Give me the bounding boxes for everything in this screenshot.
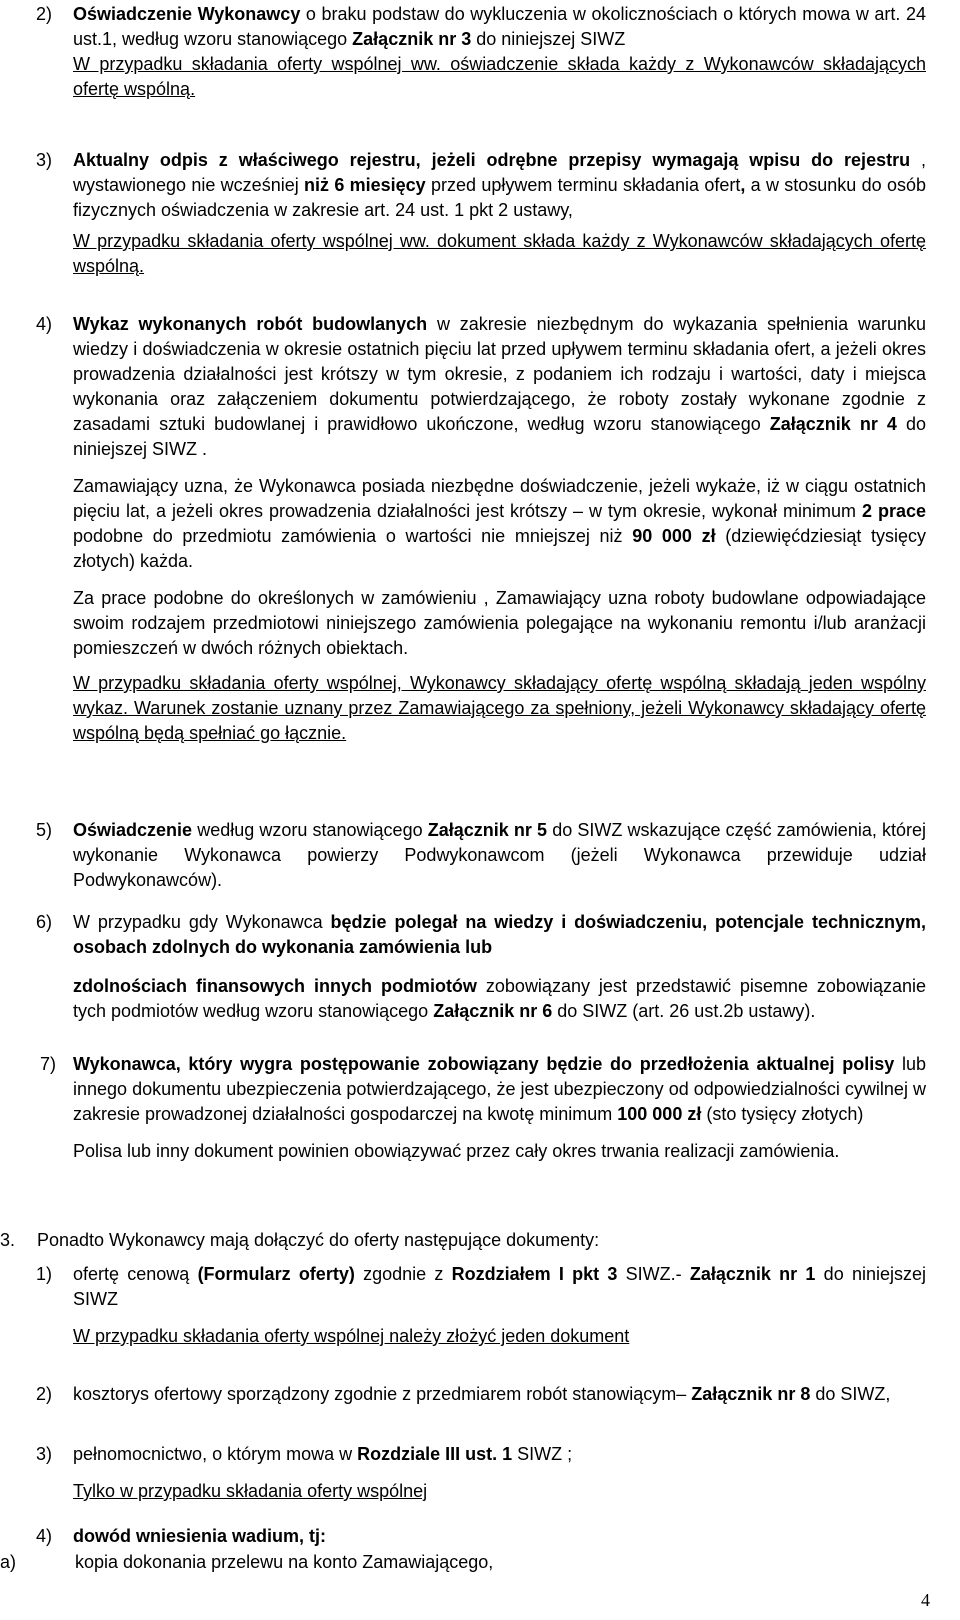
list-item-doc-1 bbox=[36, 1262, 926, 1349]
list-item-doc-4 bbox=[36, 1524, 926, 1549]
list-item-doc-a bbox=[0, 1550, 926, 1575]
paragraph: ofertę cenową (Formularz oferty) zgodnie z Rozdziałem I pkt 3 SIWZ.- Załącznik nr 1 do niniejszej SIWZ bbox=[73, 1264, 926, 1309]
item-number: 3) bbox=[36, 150, 53, 170]
list-item-6 bbox=[36, 910, 926, 1024]
paragraph: dowód wniesienia wadium, tj: bbox=[73, 1526, 327, 1546]
underlined-note: W przypadku składania oferty wspólnej, Wykonawcy składający ofertę wspólną składają jeden wspólny wykaz. Warunek zostanie uznany przez Zamawiającego za spełniony, jeżeli Wykonawcy składający ofertę wspólną będą spełniać go łącznie. bbox=[73, 673, 926, 743]
list-item-2 bbox=[36, 2, 926, 102]
list-item-7 bbox=[36, 1052, 926, 1164]
item-number: 5) bbox=[36, 820, 53, 840]
underlined-note: W przypadku składania oferty wspólnej należy złożyć jeden dokument bbox=[73, 1326, 630, 1346]
item-number: 1) bbox=[36, 1264, 53, 1284]
paragraph: Za prace podobne do określonych w zamówieniu , Zamawiający uzna roboty budowlane odpowiadające swoim rodzajem przedmiotowi niniejszego zamówienia polegające na wykonaniu remontu i/lub aranżacji pomieszczeń w dwóch różnych obiektach. bbox=[73, 588, 926, 658]
list-item-4 bbox=[36, 312, 926, 746]
paragraph: Ponadto Wykonawcy mają dołączyć do oferty następujące dokumenty: bbox=[37, 1230, 600, 1250]
paragraph: kopia dokonania przelewu na konto Zamawiającego, bbox=[75, 1552, 494, 1572]
paragraph: Zamawiający uzna, że Wykonawca posiada niezbędne doświadczenie, jeżeli wykaże, iż w ciągu ostatnich pięciu lat, a jeżeli okres prowadzenia działalności jest krótszy – w tym okresie, wykonał minimum 2 prace podobne do przedmiotu zamówienia o wartości nie mniejszej niż 90 000 zł (dziewięćdziesiąt tysięcy złotych) każda. bbox=[73, 476, 926, 571]
paragraph: Oświadczenie według wzoru stanowiącego Załącznik nr 5 do SIWZ wskazujące część zamówienia, której wykonanie Wykonawca powierzy Podwykonawcom (jeżeli Wykonawca przewiduje udział Podwykonawców). bbox=[73, 820, 926, 890]
underlined-note: W przypadku składania oferty wspólnej ww. dokument składa każdy z Wykonawców składających ofertę wspólną. bbox=[73, 231, 926, 276]
paragraph: kosztorys ofertowy sporządzony zgodnie z przedmiarem robót stanowiącym– Załącznik nr 8 do SIWZ, bbox=[73, 1384, 891, 1404]
item-number: 4) bbox=[36, 1526, 53, 1546]
list-item-doc-2 bbox=[36, 1382, 926, 1407]
underlined-note: Tylko w przypadku składania oferty wspólnej bbox=[73, 1481, 428, 1501]
section-3 bbox=[0, 1228, 926, 1253]
item-number: 4) bbox=[36, 314, 53, 334]
item-number: 7) bbox=[40, 1054, 57, 1074]
section-number: 3. bbox=[0, 1230, 16, 1250]
item-number: 2) bbox=[36, 1384, 53, 1404]
item-number: 6) bbox=[36, 912, 53, 932]
paragraph: Wykaz wykonanych robót budowlanych w zakresie niezbędnym do wykazania spełnienia warunku wiedzy i doświadczenia w okresie ostatnich pięciu lat przed upływem terminu składania ofert, a jeżeli okres prowadzenia działalności jest krótszy w tym okresie, z podaniem ich rodzaju i wartości, daty i miejsca wykonania oraz załączeniem dokumentu potwierdzającego, że roboty zostały wykonane zgodnie z zasadami sztuki budowlanej i prawidłowo ukończone, według wzoru stanowiącego Załącznik nr 4 do niniejszej SIWZ . bbox=[73, 314, 927, 459]
page-number: 4 bbox=[921, 1590, 930, 1610]
paragraph: pełnomocnictwo, o którym mowa w Rozdziale III ust. 1 SIWZ ; bbox=[73, 1444, 573, 1464]
item-number: 2) bbox=[36, 4, 53, 24]
paragraph: Aktualny odpis z właściwego rejestru, jeżeli odrębne przepisy wymagają wpisu do rejestru , wystawionego nie wcześniej niż 6 miesięcy przed upływem terminu składania ofert, a w stosunku do osób fizycznych oświadczenia w zakresie art. 24 ust. 1 pkt 2 ustawy, bbox=[73, 150, 926, 220]
paragraph: W przypadku gdy Wykonawca będzie polegał na wiedzy i doświadczeniu, potencjale technicznym, osobach zdolnych do wykonania zamówienia lub bbox=[73, 912, 926, 957]
paragraph: Oświadczenie Wykonawcy o braku podstaw do wykluczenia w okolicznościach o których mowa w art. 24 ust.1, według wzoru stanowiącego Załącznik nr 3 do niniejszej SIWZ bbox=[73, 4, 926, 49]
paragraph: Polisa lub inny dokument powinien obowiązywać przez cały okres trwania realizacji zamówienia. bbox=[73, 1141, 840, 1161]
underlined-note: W przypadku składania oferty wspólnej ww. oświadczenie składa każdy z Wykonawców składających ofertę wspólną. bbox=[73, 54, 926, 99]
paragraph: Wykonawca, który wygra postępowanie zobowiązany będzie do przedłożenia aktualnej polisy lub innego dokumentu ubezpieczenia potwierdzającego, że jest ubezpieczony od odpowiedzialności cywilnej w zakresie prowadzonej działalności gospodarczej na kwotę minimum 100 000 zł (sto tysięcy złotych) bbox=[73, 1054, 926, 1124]
list-item-5 bbox=[36, 818, 926, 893]
item-letter: a) bbox=[0, 1552, 17, 1572]
paragraph: zdolnościach finansowych innych podmiotów zobowiązany jest przedstawić pisemne zobowiązanie tych podmiotów według wzoru stanowiącego Załącznik nr 6 do SIWZ (art. 26 ust.2b ustawy). bbox=[73, 976, 926, 1021]
list-item-3 bbox=[36, 148, 926, 279]
list-item-doc-3 bbox=[36, 1442, 926, 1504]
item-number: 3) bbox=[36, 1444, 53, 1464]
